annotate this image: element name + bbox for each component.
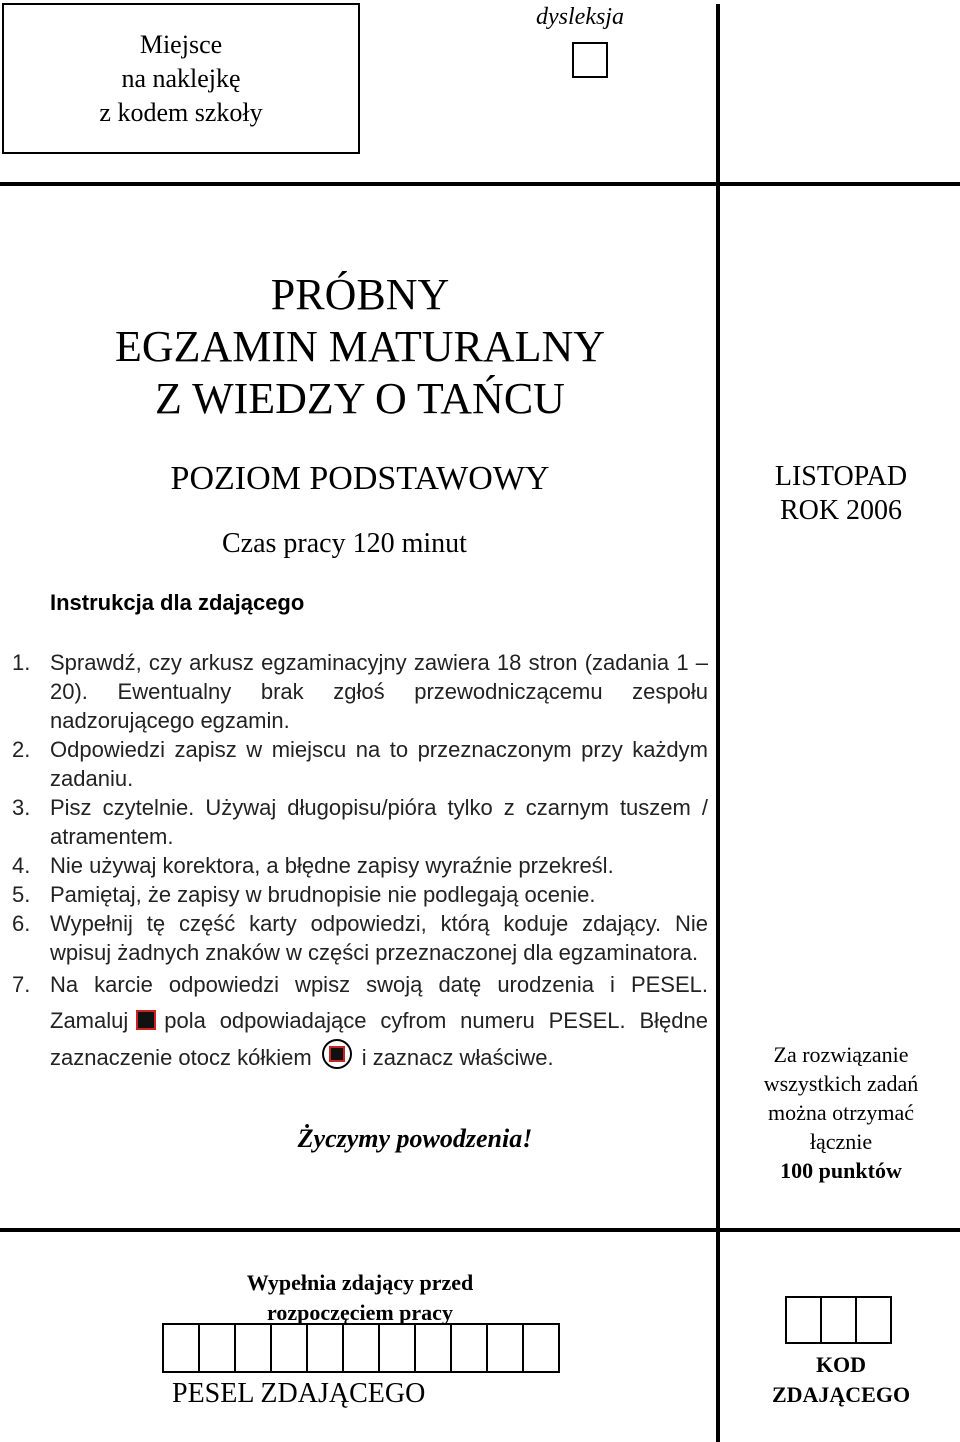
exam-year: ROK 2006 <box>779 495 903 526</box>
points-info <box>722 1040 960 1185</box>
exam-level: POZIOM PODSTAWOWY <box>170 460 550 497</box>
instruction-number: 4. <box>12 853 31 878</box>
exam-month: LISTOPAD <box>774 461 908 492</box>
instruction-number: 1. <box>12 650 31 675</box>
code-label <box>722 1350 960 1410</box>
instruction-item <box>12 909 708 967</box>
points-line: wszystkich zadań <box>763 1071 919 1096</box>
exam-duration: Czas pracy 120 minut <box>222 528 467 559</box>
pesel-input-grid[interactable] <box>162 1323 558 1373</box>
instruction-number: 5. <box>12 882 31 907</box>
instruction-item <box>12 648 708 735</box>
code-input-grid[interactable] <box>785 1296 890 1344</box>
dyslexia-checkbox[interactable] <box>572 42 608 78</box>
code-digit-cell[interactable] <box>785 1296 822 1344</box>
filled-square-icon <box>136 1010 156 1030</box>
instruction-text: Pamiętaj, że zapisy w brudnopisie nie podlegają ocenie. <box>50 882 596 907</box>
pesel-digit-cell[interactable] <box>270 1323 308 1373</box>
pesel-digit-cell[interactable] <box>414 1323 452 1373</box>
pesel-digit-cell[interactable] <box>378 1323 416 1373</box>
instruction-item <box>12 793 708 851</box>
exam-title-line-2: EGZAMIN MATURALNY <box>114 322 606 371</box>
pesel-digit-cell[interactable] <box>450 1323 488 1373</box>
pesel-digit-cell[interactable] <box>522 1323 560 1373</box>
pesel-digit-cell[interactable] <box>198 1323 236 1373</box>
pesel-digit-cell[interactable] <box>234 1323 272 1373</box>
instruction-text-part: i zaznacz właściwe. <box>361 1045 554 1070</box>
instruction-number: 6. <box>12 911 31 936</box>
pesel-label: PESEL ZDAJĄCEGO <box>172 1378 426 1409</box>
instruction-number: 7. <box>12 972 31 997</box>
pesel-digit-cell[interactable] <box>486 1323 524 1373</box>
code-label-line: ZDAJĄCEGO <box>771 1382 911 1407</box>
code-label-line: KOD <box>815 1352 867 1377</box>
instruction-text: Wypełnij tę część karty odpowiedzi, którą koduje zdający. Nie wpisuj żadnych znaków w części przeznaczonej dla egzaminatora. <box>50 911 708 965</box>
pesel-digit-cell[interactable] <box>342 1323 380 1373</box>
instruction-item <box>12 880 708 909</box>
instruction-item <box>12 851 708 880</box>
sticker-line: Miejsce <box>139 29 223 59</box>
exam-title-line-1: PRÓBNY <box>270 270 450 319</box>
code-digit-cell[interactable] <box>820 1296 857 1344</box>
instruction-text-part: pola odpowiadające cyfrom numeru PESEL. Błędne zaznaczenie otocz kółkiem <box>50 1008 708 1070</box>
instruction-number: 2. <box>12 737 31 762</box>
points-line: Za rozwiązanie <box>773 1042 909 1067</box>
instruction-item <box>12 967 708 1076</box>
instructions-title: Instrukcja dla zdającego <box>50 590 305 615</box>
instruction-text: Nie używaj korektora, a błędne zapisy wyraźnie przekreśl. <box>50 853 614 878</box>
sticker-line: na naklejkę <box>121 63 241 93</box>
instruction-item <box>12 735 708 793</box>
instruction-text <box>50 967 708 1076</box>
exam-date <box>722 460 960 528</box>
code-digit-cell[interactable] <box>855 1296 892 1344</box>
instruction-number: 3. <box>12 795 31 820</box>
instruction-text-part: Na karcie odpowiedzi wpisz swoją datę urodzenia i PESEL. Zamaluj <box>50 972 708 1033</box>
instruction-text: Pisz czytelnie. Używaj długopisu/pióra tylko z czarnym tuszem / atramentem. <box>50 795 708 849</box>
instruction-text: Odpowiedzi zapisz w miejscu na to przeznaczonym przy każdym zadaniu. <box>50 737 708 791</box>
footer-divider <box>0 1228 960 1232</box>
fill-instruction-line: rozpoczęciem pracy <box>267 1300 453 1325</box>
good-luck-message: Życzymy powodzenia! <box>297 1124 533 1153</box>
header-divider <box>0 182 960 186</box>
pesel-digit-cell[interactable] <box>162 1323 200 1373</box>
exam-title-line-3: Z WIEDZY O TAŃCU <box>155 374 565 423</box>
instruction-text: Sprawdź, czy arkusz egzaminacyjny zawiera 18 stron (zadania 1 – 20). Ewentualny brak zgłoś przewodniczącemu zespołu nadzorującego egzamin. <box>50 650 708 733</box>
school-sticker-box <box>2 3 360 154</box>
instructions-list <box>12 648 708 1076</box>
dyslexia-label: dysleksja <box>536 4 624 30</box>
vertical-divider <box>716 4 720 1442</box>
points-line: łącznie <box>809 1129 873 1154</box>
pesel-digit-cell[interactable] <box>306 1323 344 1373</box>
circled-square-icon <box>322 1039 352 1069</box>
sticker-line: z kodem szkoły <box>99 97 263 127</box>
points-line: można otrzymać <box>768 1100 914 1125</box>
points-total: 100 punktów <box>780 1158 902 1183</box>
fill-instruction-line: Wypełnia zdający przed <box>246 1270 474 1295</box>
fill-instruction <box>210 1268 510 1328</box>
